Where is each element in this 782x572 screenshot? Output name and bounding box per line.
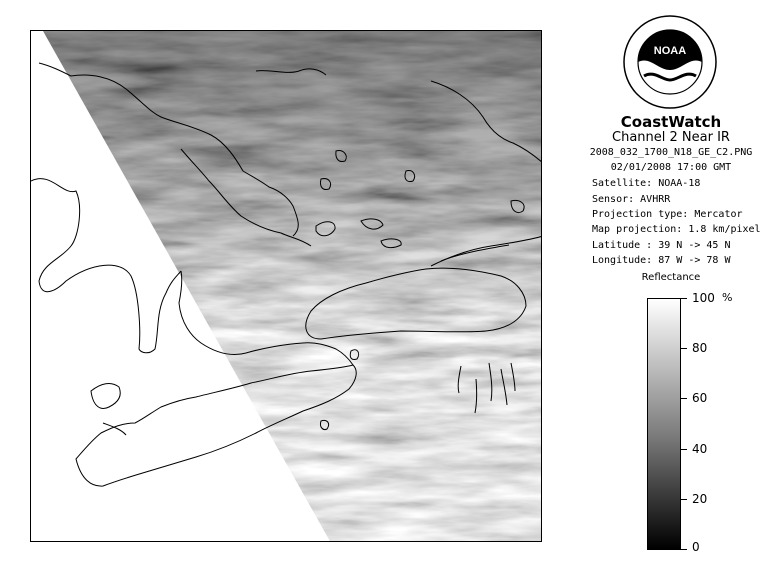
datetime-label: 02/01/2008 17:00 GMT	[610, 162, 732, 173]
latitude-label: Latitude : 39 N -> 45 N	[592, 240, 731, 251]
filename-label: 2008_032_1700_N18_GE_C2.PNG	[589, 147, 753, 158]
longitude-label: Longitude: 87 W -> 78 W	[592, 255, 731, 266]
colorbar-tick-label: 0	[692, 540, 700, 554]
projection-type-label: Projection type: Mercator	[592, 209, 743, 220]
info-panel	[560, 0, 782, 572]
colorbar-tick-label: 40	[692, 442, 708, 456]
colorbar-title: Reflectance	[641, 272, 701, 283]
satellite-imagery	[31, 31, 542, 542]
brand-title: CoastWatch	[620, 113, 722, 131]
logo-text: NOAA	[653, 45, 687, 57]
colorbar-unit: %	[722, 291, 733, 304]
sensor-label: Sensor: AVHRR	[592, 194, 671, 205]
colorbar-tick	[681, 348, 687, 349]
colorbar-tick-label: 80	[692, 341, 708, 355]
imagery-swath	[31, 31, 542, 542]
colorbar	[647, 298, 681, 550]
colorbar-tick-label: 60	[692, 391, 708, 405]
colorbar-tick	[681, 449, 687, 450]
channel-label: Channel 2 Near IR	[612, 130, 730, 145]
colorbar-tick	[681, 549, 687, 550]
noaa-logo	[622, 14, 718, 110]
colorbar-tick-label: 100	[692, 291, 715, 305]
colorbar-tick	[681, 398, 687, 399]
satellite-map	[30, 30, 542, 542]
map-projection-label: Map projection: 1.8 km/pixel	[592, 224, 761, 235]
satellite-label: Satellite: NOAA-18	[592, 178, 701, 189]
colorbar-tick	[681, 298, 687, 299]
colorbar-tick	[681, 499, 687, 500]
colorbar-tick-label: 20	[692, 492, 708, 506]
